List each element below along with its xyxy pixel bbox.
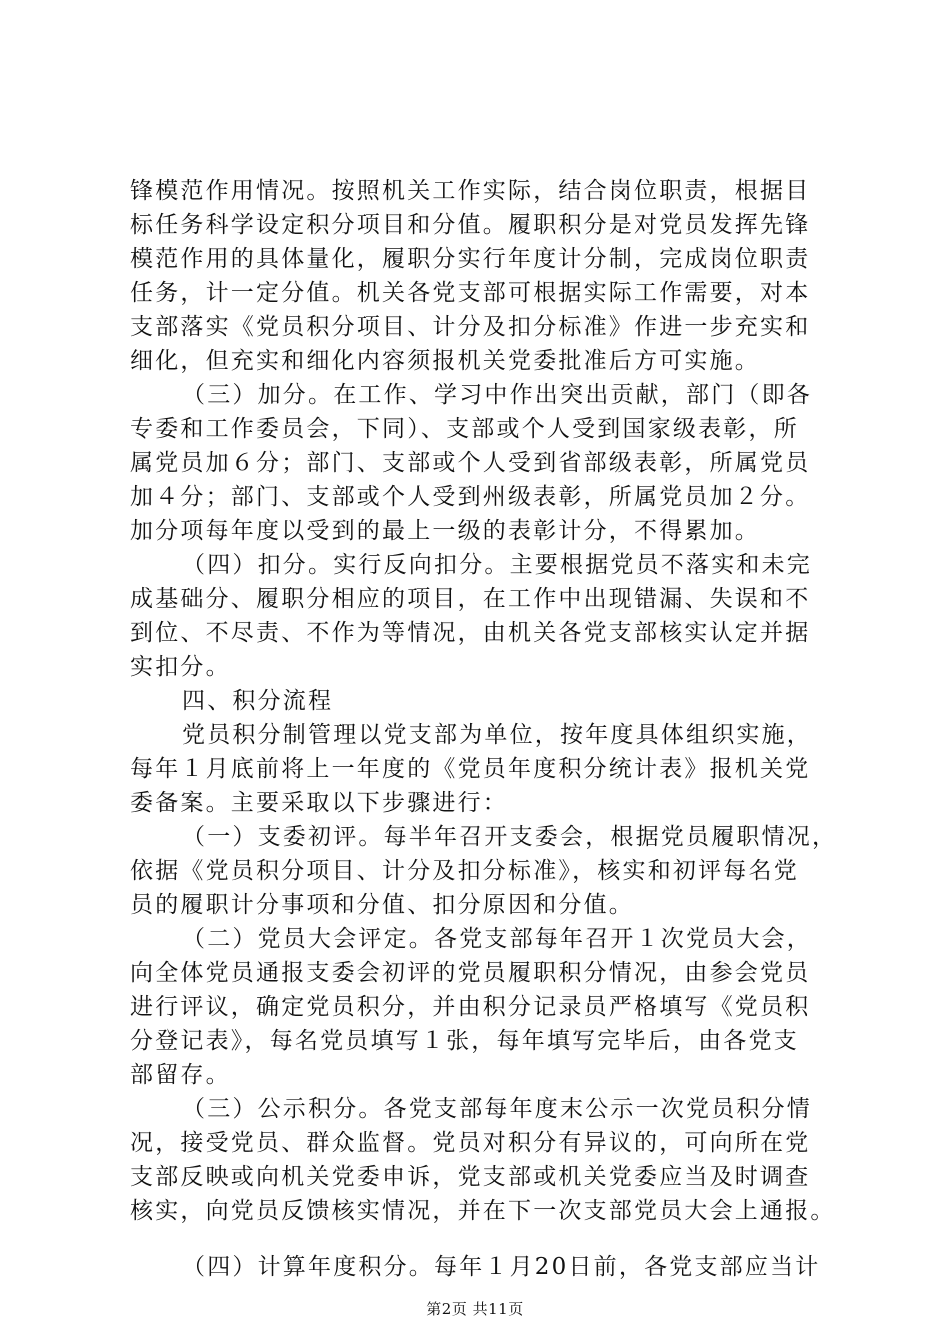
text-line: 核实，向党员反馈核实情况，并在下一次支部党员大会上通报。 xyxy=(130,1198,836,1224)
text-line: 依据《党员积分项目、计分及扣分标准》，核实和初评每名党 xyxy=(130,858,799,884)
text-line: 实扣分。 xyxy=(130,654,231,680)
paragraph-heading-deduct-points: （四）扣分。实行反向扣分。主要根据党员不落实和未完 xyxy=(182,552,812,578)
text-line: 支部反映或向机关党委申诉，党支部或机关党委应当及时调查 xyxy=(130,1164,811,1190)
paragraph-heading-step-3: （三）公示积分。各党支部每年度末公示一次党员积分情 xyxy=(182,1096,812,1122)
paragraph-heading-step-4: （四）计算年度积分。每年１月20日前，各党支部应当计 xyxy=(182,1254,821,1280)
text-line: 分登记表》，每名党员填写１张，每年填写完毕后，由各党支 xyxy=(130,1028,799,1054)
text-line: 员的履职计分事项和分值、扣分原因和分值。 xyxy=(130,892,634,918)
text-line: 向全体党员通报支委会初评的党员履职积分情况，由参会党员 xyxy=(130,960,811,986)
paragraph-heading-step-1: （一）支委初评。每半年召开支委会，根据党员履职情况， xyxy=(182,824,838,850)
text-line: 部留存。 xyxy=(130,1062,231,1088)
text-line: 模范作用的具体量化，履职分实行年度计分制，完成岗位职责 xyxy=(130,246,811,272)
text-line: 标任务科学设定积分项目和分值。履职积分是对党员发挥先锋 xyxy=(130,212,811,238)
paragraph-heading-add-points: （三）加分。在工作、学习中作出突出贡献，部门（即各 xyxy=(182,382,812,408)
text-line: 支部落实《党员积分项目、计分及扣分标准》作进一步充实和 xyxy=(130,314,811,340)
text-line: 加分项每年度以受到的最上一级的表彰计分，不得累加。 xyxy=(130,518,760,544)
text-line: 锋模范作用情况。按照机关工作实际，结合岗位职责，根据目 xyxy=(130,178,811,204)
paragraph-heading-step-2: （二）党员大会评定。各党支部每年召开１次党员大会， xyxy=(182,926,812,952)
text-line: 成基础分、履职分相应的项目，在工作中出现错漏、失误和不 xyxy=(130,586,811,612)
text-line: 专委和工作委员会，下同）、支部或个人受到国家级表彰，所 xyxy=(130,416,799,442)
text-line: 每年１月底前将上一年度的《党员年度积分统计表》报机关党 xyxy=(130,756,811,782)
text-line: 委备案。主要采取以下步骤进行： xyxy=(130,790,508,816)
text-line: 属党员加６分；部门、支部或个人受到省部级表彰，所属党员 xyxy=(130,450,811,476)
text-line: 到位、不尽责、不作为等情况，由机关各党支部核实认定并据 xyxy=(130,620,811,646)
section-heading-process: 四、积分流程 xyxy=(182,688,334,714)
page-number-footer: 第2页 共11页 xyxy=(426,1300,524,1318)
text-line: 党员积分制管理以党支部为单位，按年度具体组织实施， xyxy=(182,722,812,748)
text-line: 况，接受党员、群众监督。党员对积分有异议的，可向所在党 xyxy=(130,1130,811,1156)
text-line: 任务，计一定分值。机关各党支部可根据实际工作需要，对本 xyxy=(130,280,811,306)
text-line: 细化，但充实和细化内容须报机关党委批准后方可实施。 xyxy=(130,348,760,374)
text-line: 进行评议，确定党员积分，并由积分记录员严格填写《党员积 xyxy=(130,994,811,1020)
text-line: 加４分；部门、支部或个人受到州级表彰，所属党员加２分。 xyxy=(130,484,811,510)
